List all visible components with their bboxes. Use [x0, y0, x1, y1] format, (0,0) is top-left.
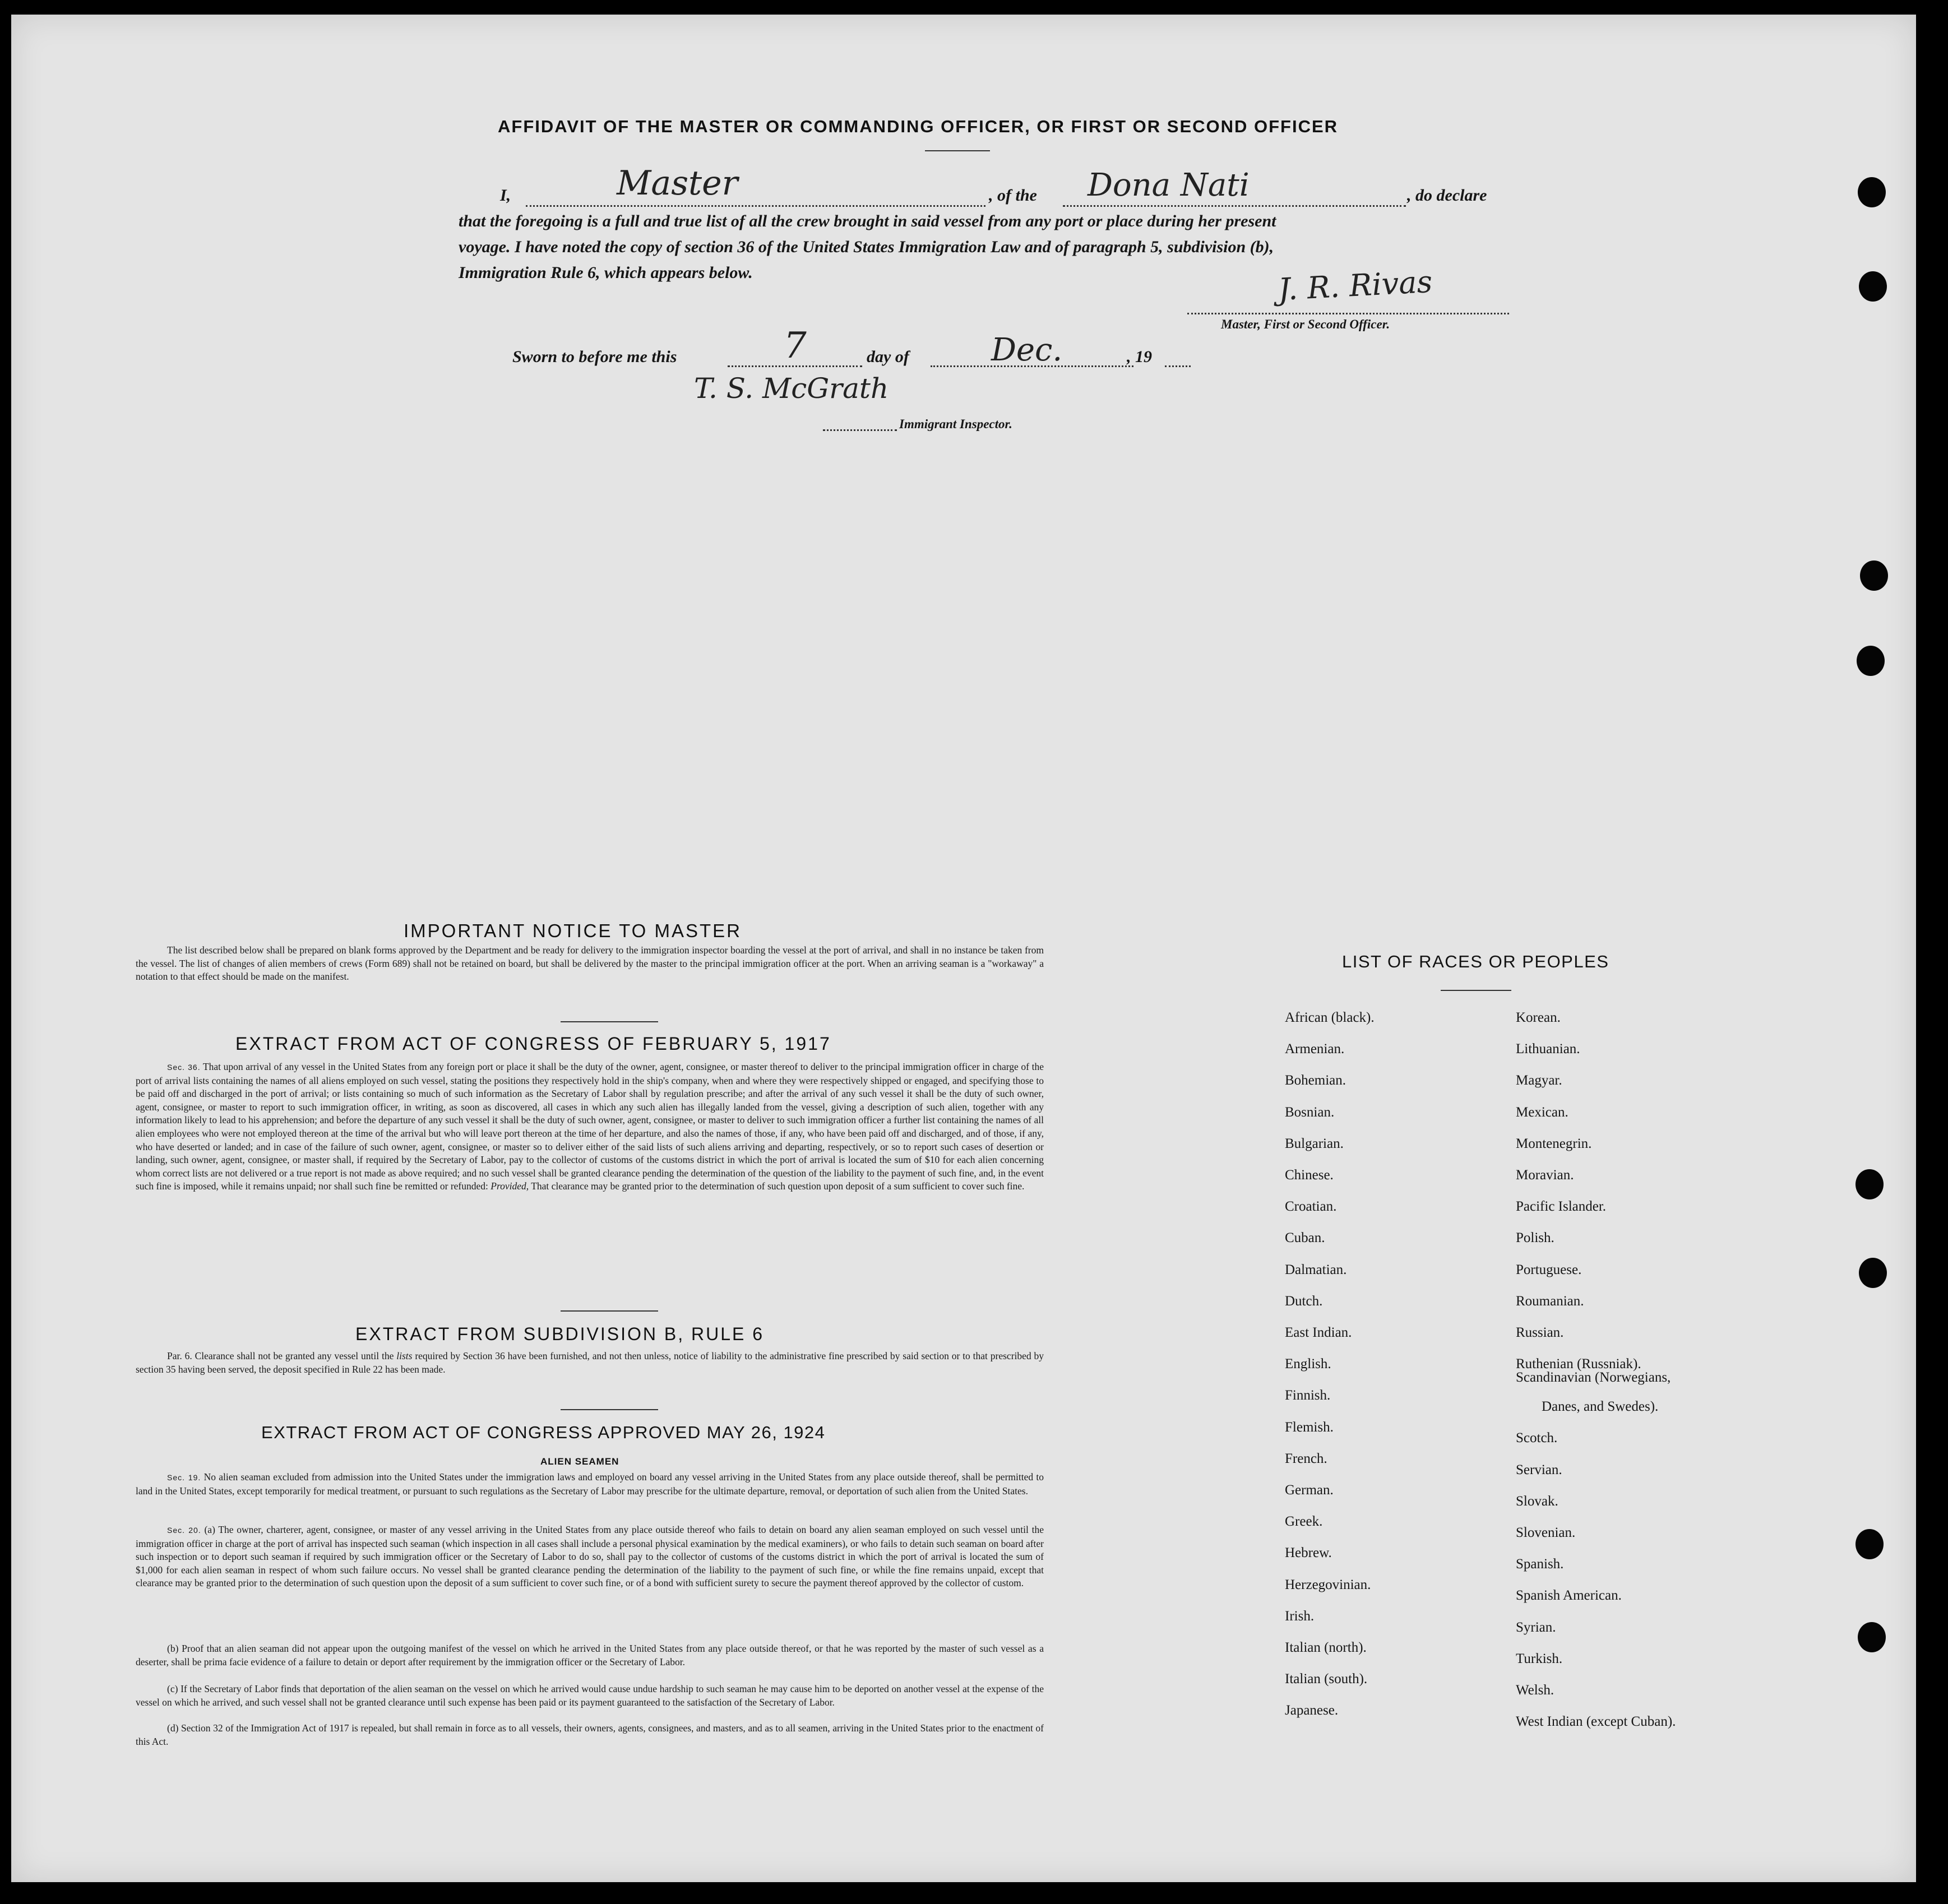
sec20b-body: (b) Proof that an alien seaman did not appear upon the outgoing manifest of the vessel on which he arrived in the United States from any place outside thereof, or that he was reported by the master of such vessel as a deserter, shall be prima facie evidence of a failure to detain or deport after requirement by the immigration officer or the Secretary of Labor.: [136, 1643, 1044, 1667]
race-item: Syrian.: [1516, 1619, 1556, 1635]
alien-seamen-subtitle: ALIEN SEAMEN: [540, 1456, 619, 1467]
race-item: Russian.: [1516, 1325, 1564, 1340]
race-item: Pacific Islander.: [1516, 1199, 1607, 1215]
master-blank: [526, 205, 985, 207]
year-blank: [1165, 365, 1191, 367]
section-label: Sec. 36.: [167, 1063, 201, 1072]
sec20a-body: [136, 1523, 1044, 1590]
race-item: Bosnian.: [1285, 1104, 1335, 1120]
divider: [561, 1310, 658, 1312]
sec20d-body: (d) Section 32 of the Immigration Act of 1917 is repealed, but shall remain in force as to all vessels, their owners, agents, consignees, and masters, and as to all seamen, arriving in the United States prior to the enactment of this Act.: [136, 1722, 1044, 1747]
binder-hole: [1859, 271, 1887, 302]
race-item: Slovenian.: [1516, 1525, 1576, 1540]
rule6-body: [136, 1350, 1044, 1376]
section-label: Sec. 19.: [167, 1473, 201, 1482]
sec19-text: No alien seaman excluded from admission into the United States under the immigration laws and employed on board any vessel arriving in the United States from any place outside thereof, shall be permitted to land in the United States, except temporarily for medical treatment, or pursuant to such regulations as the Secretary of Labor may prescribe for the ultimate departure, removal, or deportation of such alien from the United States.: [136, 1471, 1044, 1497]
sworn-day-field: 7: [784, 325, 807, 367]
race-item: Scandinavian (Norwegians,: [1516, 1370, 1671, 1386]
race-item: Chinese.: [1285, 1168, 1334, 1183]
race-item: Bohemian.: [1285, 1073, 1347, 1088]
race-item: Spanish.: [1516, 1556, 1564, 1572]
race-item: Finnish.: [1285, 1388, 1331, 1403]
year-label: , 19: [1127, 348, 1152, 366]
of-the-label: , of the: [989, 186, 1037, 205]
race-item: Armenian.: [1285, 1041, 1345, 1057]
sec19-body: [136, 1471, 1044, 1498]
race-item: Spanish American.: [1516, 1588, 1622, 1604]
do-declare-label: , do declare: [1407, 186, 1487, 205]
sec20c-body: (c) If the Secretary of Labor finds that deportation of the alien seaman on the vessel on which he arrived would cause undue hardship to such seaman he may cause him to be deported on another vessel at the expense of the vessel on which he arrived, and such vessel shall not be granted clearance until such expense has been paid or its payment guaranteed to the satisfaction of the Secretary of Labor.: [136, 1683, 1044, 1708]
race-item: Servian.: [1516, 1462, 1562, 1477]
binder-hole: [1856, 1169, 1884, 1199]
binder-hole: [1858, 1622, 1886, 1652]
race-item: Herzegovinian.: [1285, 1577, 1371, 1592]
races-title: LIST OF RACES OR PEOPLES: [1342, 952, 1609, 971]
race-item: Irish.: [1285, 1608, 1315, 1624]
binder-hole: [1857, 646, 1885, 676]
race-item: Polish.: [1516, 1230, 1554, 1246]
race-item: Mexican.: [1516, 1104, 1568, 1120]
race-item: Ruthenian (Russniak).: [1516, 1356, 1641, 1372]
lists-word: lists: [396, 1350, 413, 1361]
signature-caption: Master, First or Second Officer.: [1221, 317, 1390, 331]
rule6-text: Par. 6. Clearance shall not be granted any vessel until the: [167, 1350, 394, 1361]
race-item: German.: [1285, 1483, 1334, 1498]
extract-1917-text: That upon arrival of any vessel in the United States from any foreign port or place it shall be the duty of the owner, agent, consignee, or master thereof to deliver to the principal immigration officer in charge of the port of arrival lists containing the names of all aliens employed on such vessel, stating the positions they respectively hold in the ship's company, when and where they were respectively shipped or engaged, and specifying those to be paid off and discharged in the port of arrival; or lists containing so much of such information as the Secretary of Labor shall by regulation prescribe; and after the arrival of any such vessel it shall be the duty of such owner, agent, consignee, or master to report to such immigration officer, in writing, as soon as discovered, all cases in which any such alien has illegally landed from the vessel, giving a description of such alien, together with any information likely to lead to his apprehension; and before the departure of any such vessel it shall be the duty of such owner, agent, consignee, or master to deliver to such immigration officer a further list containing the names of all alien employees who were not employed thereon at the time of the arrival but who will leave port thereon at the time of her departure, and also the names of those, if any, who have been paid off and discharged, and of those, if any, who have deserted or landed; and in case of the failure of such owner, agent, consignee, or master so to deliver either of the said lists of such aliens arriving and departing, respectively, or so to report such cases of desertion or landing, such owner, agent, consignee, or master shall, if required by the Secretary of Labor, pay to the collector of customs of the customs district in which the port of arrival is located the sum of $10 for each alien concerning whom correct lists are not delivered or a true report is not made as above required; and no such vessel shall be granted clearance pending the determination of the question of the liability to the payment of such fine, and, in the event such fine is imposed, while it remains unpaid; nor shall such fine be remitted or refunded:: [136, 1061, 1044, 1192]
inspector-signature: T. S. McGrath: [694, 372, 889, 405]
notice-body: The list described below shall be prepared on blank forms approved by the Department and be ready for delivery to the immigration inspector boarding the vessel at the port of arrival, and shall in no instance be taken from the vessel. The list of changes of alien members of crews (Form 689) shall not be retained on board, but shall be delivered by the master to the principal immigration officer at the port. When an arriving seaman is a "workaway" a notation to that effect should be made on the manifest.: [136, 944, 1044, 983]
sworn-month-field: Dec.: [991, 332, 1063, 368]
affidavit-i-label: I,: [500, 186, 511, 205]
race-item: Dalmatian.: [1285, 1262, 1347, 1277]
document-page: [11, 15, 1916, 1882]
race-item: Slovak.: [1516, 1493, 1558, 1509]
binder-hole: [1859, 1258, 1887, 1288]
binder-hole: [1860, 560, 1888, 591]
race-item: Japanese.: [1285, 1703, 1339, 1718]
rule6-text-end: required by Section 36 have been furnished, and not then unless, notice of liability to the administrative fine prescribed by said section or to that prescribed by section 35 having been served, the deposit specified in Rule 22 has been made.: [136, 1350, 1044, 1375]
master-signature: J. R. Rivas: [1277, 263, 1433, 308]
race-item: Roumanian.: [1516, 1293, 1584, 1309]
race-item: French.: [1285, 1451, 1327, 1466]
binder-hole: [1858, 177, 1886, 207]
race-item: Italian (north).: [1285, 1640, 1367, 1655]
race-item: African (black).: [1285, 1010, 1375, 1025]
provided-word: Provided,: [491, 1180, 529, 1192]
sec20a-text: (a) The owner, charterer, agent, consignee, or master of any vessel arriving in the United States from any place outside thereof who fails to detain on board any alien seaman employed on such vessel until the immigration officer in charge at the port of arrival has inspected such seaman (which inspection in all cases shall include a personal physical examination by the medical examiners), or who fails to detain such seaman on board after such inspection or to deport such seaman if required by such immigration officer or the Secretary of Labor to do so, shall pay to the collector of customs of the customs district in which the port of arrival is located the sum of $1,000 for each alien seaman in respect of whom such failure occurs. No vessel shall be granted clearance pending the determination of the liability to the payment of such fine, or while the fine remains unpaid, except that clearance may be granted prior to the determination of such question upon the deposit of a sum sufficient to cover such fine, or of a bond with sufficient surety to secure the payment thereof approved by the collector of custom.: [136, 1524, 1044, 1589]
vessel-name-field: Dona Nati: [1088, 167, 1250, 203]
race-item: Scotch.: [1516, 1430, 1558, 1446]
inspector-caption: Immigrant Inspector.: [899, 417, 1012, 431]
race-item: Bulgarian.: [1285, 1136, 1344, 1151]
race-item: East Indian.: [1285, 1325, 1352, 1340]
divider: [561, 1409, 658, 1410]
race-item: Hebrew.: [1285, 1545, 1332, 1561]
race-item: Flemish.: [1285, 1419, 1334, 1435]
race-item: Welsh.: [1516, 1683, 1554, 1698]
race-item: Magyar.: [1516, 1073, 1562, 1088]
inspector-blank: [823, 429, 897, 431]
day-of-label: day of: [867, 348, 909, 366]
affidavit-line-4: Immigration Rule 6, which appears below.: [459, 263, 753, 282]
section-label: Sec. 20.: [167, 1526, 201, 1535]
divider: [925, 150, 990, 151]
extract-1924-title: EXTRACT FROM ACT OF CONGRESS APPROVED MAY 26, 1924: [261, 1423, 826, 1442]
affidavit-line-3: voyage. I have noted the copy of section 36 of the United States Immigration Law and of paragraph 5, subdivision (b),: [459, 238, 1274, 256]
race-item: Cuban.: [1285, 1230, 1325, 1246]
divider: [1441, 990, 1511, 991]
race-item: West Indian (except Cuban).: [1516, 1714, 1676, 1730]
race-item: Lithuanian.: [1516, 1041, 1580, 1057]
affidavit-title: AFFIDAVIT OF THE MASTER OR COMMANDING OFFICER, OR FIRST OR SECOND OFFICER: [498, 117, 1339, 136]
divider: [561, 1021, 658, 1022]
notice-title: IMPORTANT NOTICE TO MASTER: [404, 920, 742, 941]
master-field: Master: [617, 164, 738, 203]
extract-1917-body: [136, 1060, 1044, 1193]
affidavit-line-2: that the foregoing is a full and true list of all the crew brought in said vessel from any port or place during her present: [459, 212, 1276, 230]
race-item: Italian (south).: [1285, 1671, 1368, 1687]
race-item: Greek.: [1285, 1514, 1323, 1530]
race-item: Turkish.: [1516, 1651, 1563, 1666]
vessel-blank: [1063, 205, 1406, 207]
sworn-label: Sworn to before me this: [512, 348, 677, 366]
extract-1917-title: EXTRACT FROM ACT OF CONGRESS OF FEBRUARY 5, 1917: [235, 1034, 831, 1054]
race-item: Dutch.: [1285, 1293, 1323, 1309]
race-item: Montenegrin.: [1516, 1136, 1592, 1151]
race-item: Portuguese.: [1516, 1262, 1582, 1277]
race-item: Moravian.: [1516, 1168, 1574, 1183]
extract-1917-text-end: That clearance may be granted prior to the determination of such question upon deposit of a sum sufficient to cover such fine.: [531, 1180, 1025, 1192]
race-item: Danes, and Swedes).: [1542, 1399, 1659, 1415]
race-item: English.: [1285, 1356, 1331, 1372]
rule6-title: EXTRACT FROM SUBDIVISION B, RULE 6: [355, 1324, 765, 1344]
race-item: Korean.: [1516, 1010, 1561, 1025]
binder-hole: [1856, 1529, 1884, 1559]
signature-blank: [1187, 313, 1509, 314]
race-item: Croatian.: [1285, 1199, 1337, 1215]
